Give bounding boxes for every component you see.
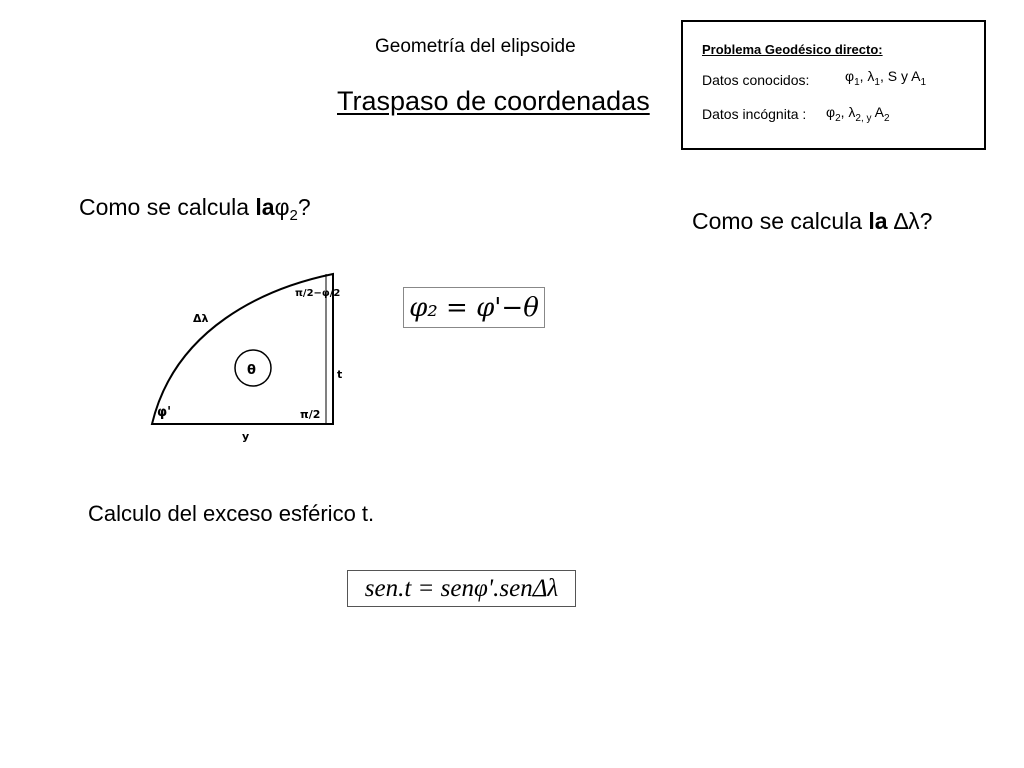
question-phi-sub: 2 [289,207,298,224]
right-angle-label: π/2 [300,408,321,421]
known-lambda-sub: 1 [874,76,880,88]
t-side-label: t [337,368,343,381]
question-phi-prefix: Como se calcula [79,194,256,220]
known-data-values [845,68,926,88]
y-side-label: y [242,430,250,443]
unknown-data-label: Datos incógnita : [702,106,807,122]
question-lambda-symbol: ∆λ [894,208,920,234]
formula-sen-t: sen.t = senφ'.senΔλ [347,570,576,607]
question-phi [79,194,311,224]
unknown-rest: A [871,104,885,120]
question-phi-symbol: φ [274,194,290,220]
question-phi-bold: la [255,194,275,220]
question-phi-suffix: ? [297,194,311,220]
known-phi-sub: 1 [854,76,860,88]
info-box [681,20,986,150]
phi-prime-label: φ' [157,405,172,420]
question-lambda-prefix: Como se calcula [692,208,869,234]
spherical-triangle-diagram [145,268,355,458]
question-lambda-bold: la [868,208,888,234]
known-phi: φ [845,68,855,84]
unknown-sep: , λ [840,104,856,120]
unknown-a-sub: 2 [884,112,890,124]
calc-spherical-excess-text: Calculo del exceso esférico t. [88,501,375,526]
delta-lambda-label: Δλ [193,312,209,325]
unknown-lambda-sub: 2, y [855,112,872,124]
header-title: Geometría del elipsoide [375,36,576,57]
formula-phi2: φ₂ = φ'−θ [403,287,545,328]
unknown-data-values [826,104,890,124]
top-angle-label: π/2−φ/2 [295,288,341,299]
info-box-heading: Problema Geodésico directo: [702,42,883,57]
known-sep: , λ [859,68,875,84]
known-rest: , S y A [879,68,921,84]
question-lambda [692,208,932,235]
unknown-phi-sub: 2 [835,112,841,124]
known-a-sub: 1 [920,76,927,88]
known-data-label: Datos conocidos: [702,72,810,88]
page-title: Traspaso de coordenadas [337,86,650,116]
question-lambda-suffix: ? [919,208,933,234]
unknown-phi: φ [826,104,836,120]
theta-label: θ [247,363,256,378]
